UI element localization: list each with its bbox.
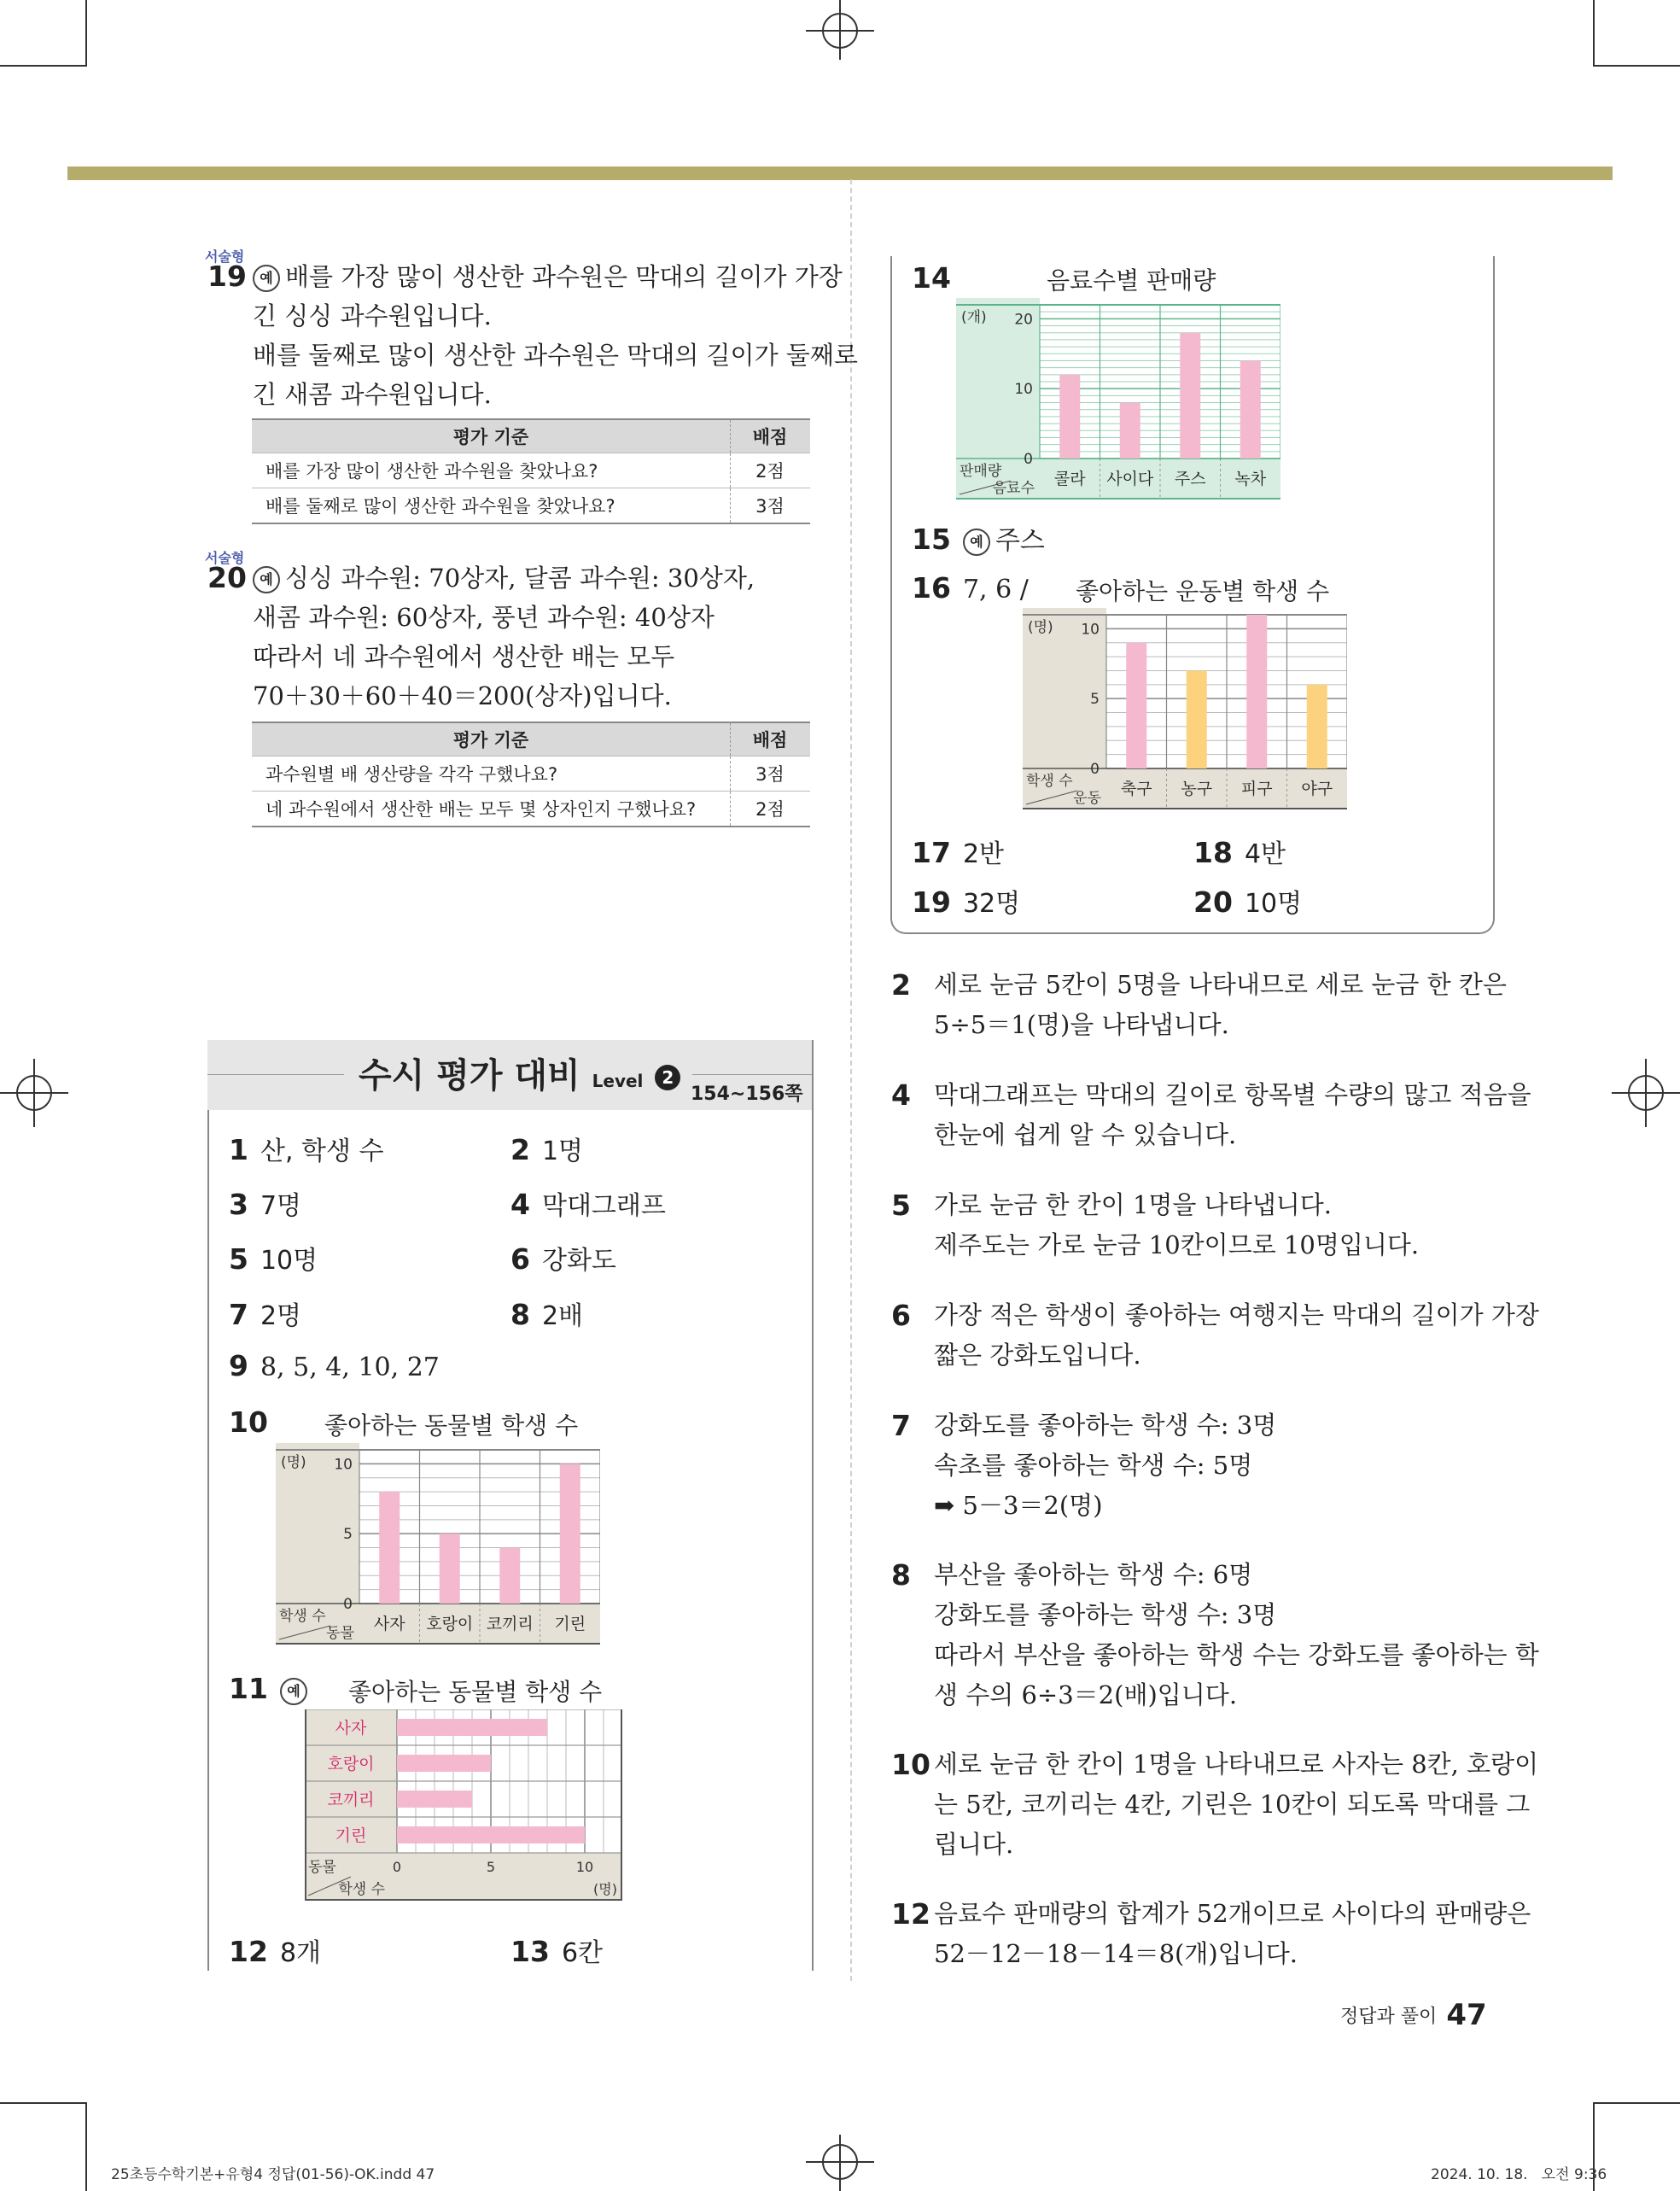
question-number: 11 예 (229, 1672, 312, 1705)
question-number: 14 (912, 261, 951, 295)
example-mark-icon: 예 (963, 529, 990, 556)
table-cell: 3점 (731, 488, 811, 524)
tick-label: 10 (334, 1456, 353, 1474)
section-title (359, 1049, 680, 1097)
chart-q14 (956, 298, 1280, 500)
explanation-number: 4 (891, 1078, 911, 1112)
explanation-item: 2 세로 눈금 5칸이 5명을 나타내므로 세로 눈금 한 칸은 5÷5＝1(명)을 나타냅니다. (934, 965, 1507, 1045)
answer-item: 9 8, 5, 4, 10, 27 (229, 1349, 440, 1382)
explanation-number: 8 (891, 1558, 911, 1592)
category-label: 주스 (1174, 470, 1206, 488)
example-mark-icon: 예 (280, 1678, 307, 1705)
answer-item: 4 막대그래프 (510, 1188, 666, 1221)
crop-mark (85, 0, 87, 67)
column-divider (850, 179, 852, 1981)
page-number: 47 (1446, 1998, 1487, 2032)
table-header: 배점 (731, 419, 811, 453)
x-axis-label: 운동 (1073, 790, 1101, 807)
text-line: 긴 새콤 과수원입니다. (253, 380, 492, 409)
tick-label: 0 (392, 1859, 402, 1875)
category-label: 콜라 (1053, 470, 1086, 488)
y-axis-label: 판매량 (960, 463, 1002, 480)
registration-mark-icon (0, 1059, 68, 1127)
unit-label: (명) (281, 1454, 306, 1471)
tick-label: 5 (486, 1859, 496, 1875)
chart-title: 음료수별 판매량 (1047, 266, 1216, 295)
table-cell: 배를 가장 많이 생산한 과수원을 찾았나요? (252, 453, 731, 488)
crop-mark (1593, 65, 1680, 67)
registration-mark-icon (1612, 1059, 1680, 1127)
answer-text-block (253, 257, 858, 414)
answer-item: 7 2명 (229, 1298, 302, 1331)
registration-mark-icon (806, 0, 874, 60)
explanation-number: 10 (891, 1748, 930, 1781)
category-label: 축구 (1120, 780, 1152, 798)
table-cell: 과수원별 배 생산량을 각각 구했나요? (252, 757, 731, 792)
chart-q16 (1023, 608, 1347, 809)
tick-label: 10 (575, 1859, 594, 1875)
bar (1246, 615, 1267, 768)
answer-item: 3 7명 (229, 1188, 302, 1221)
category-label: 코끼리 (327, 1791, 375, 1809)
category-label: 기린 (335, 1826, 367, 1845)
tick-label: 0 (343, 1596, 353, 1613)
category-label: 기린 (554, 1615, 586, 1633)
explanation-item: 12 음료수 판매량의 합계가 52개이므로 사이다의 판매량은 52－12－18－14＝8(개)입니다. (934, 1894, 1531, 1974)
category-label: 야구 (1301, 780, 1333, 798)
tick-label: 10 (1081, 621, 1100, 639)
answer-item: 13 6칸 (510, 1935, 604, 1968)
crop-mark (1593, 0, 1595, 67)
bar (1307, 685, 1327, 768)
answer-item: 5 10명 (229, 1242, 318, 1276)
unit-label: (개) (961, 309, 987, 326)
bar (440, 1534, 460, 1604)
page-footer-label (1340, 1998, 1487, 2032)
crop-mark (0, 65, 87, 67)
file-info: 25초등수학기본+유형4 정답(01-56)-OK.indd 47 (111, 2166, 435, 2183)
divider (207, 1074, 344, 1075)
example-mark-icon: 예 (253, 265, 280, 292)
level-number-badge: 2 (655, 1065, 680, 1090)
tick-label: 20 (1014, 311, 1033, 329)
x-axis-label: 동물 (326, 1625, 354, 1642)
table-cell: 2점 (731, 792, 811, 827)
question-number: 10 (229, 1405, 268, 1439)
x-axis-label: 음료수 (992, 480, 1035, 497)
chart-q10 (276, 1443, 600, 1645)
tick-label: 0 (1024, 451, 1033, 468)
crop-mark (85, 2102, 87, 2191)
explanation-number: 12 (891, 1897, 930, 1931)
category-label: 농구 (1181, 780, 1213, 798)
text-line: 배를 가장 많이 생산한 과수원은 막대의 길이가 가장 (285, 262, 843, 291)
table-cell: 배를 둘째로 많이 생산한 과수원을 찾았나요? (252, 488, 731, 524)
level-label: Level (592, 1071, 644, 1091)
section-header (207, 1040, 812, 1110)
explanation-item: 4 막대그래프는 막대의 길이로 항목별 수량의 많고 적음을 한눈에 쉽게 알 수 있습니다. (934, 1075, 1531, 1155)
grading-table (252, 722, 810, 827)
answer-item: 16 7, 6 / (912, 571, 1029, 605)
bar (1180, 333, 1200, 459)
answer-item: 6 강화도 (510, 1242, 616, 1276)
header-bar (67, 167, 1613, 180)
crop-mark (0, 2102, 87, 2104)
explanation-item: 7 강화도를 좋아하는 학생 수: 3명 속초를 좋아하는 학생 수: 5명 ➡ 5－3＝2(명) (934, 1405, 1276, 1526)
bar (397, 1826, 585, 1843)
category-label: 호랑이 (426, 1615, 474, 1633)
text-line: 긴 싱싱 과수원입니다. (253, 301, 492, 330)
chart-title: 좋아하는 운동별 학생 수 (1076, 577, 1330, 605)
chart-q11 (305, 1709, 622, 1901)
category-label: 사자 (373, 1615, 405, 1633)
bar (1059, 375, 1080, 459)
answer-item: 1 산, 학생 수 (229, 1133, 384, 1166)
tick-label: 5 (343, 1526, 353, 1544)
bar (1240, 360, 1261, 459)
table-header: 배점 (731, 722, 811, 757)
answer-text-block (253, 558, 755, 716)
essay-type-tag: 서술형 (205, 550, 245, 566)
print-date: 2024. 10. 18. 오전 9:36 (1431, 2166, 1607, 2183)
registration-mark-icon (806, 2135, 874, 2191)
explanation-number: 6 (891, 1299, 911, 1332)
bar (397, 1791, 472, 1808)
bar (379, 1492, 400, 1604)
answer-item: 2 1명 (510, 1133, 584, 1166)
text-line: 배를 둘째로 많이 생산한 과수원은 막대의 길이가 둘째로 (253, 341, 858, 370)
question-number: 19 (207, 260, 247, 293)
unit-label: (명) (593, 1881, 617, 1897)
tick-label: 10 (1014, 381, 1033, 399)
tick-label: 5 (1090, 691, 1100, 709)
bar (1126, 643, 1146, 768)
x-axis-label: 학생 수 (338, 1881, 385, 1898)
essay-type-tag: 서술형 (205, 248, 245, 265)
bar (560, 1464, 580, 1604)
table-header: 평가 기준 (252, 722, 731, 757)
category-label: 녹차 (1234, 470, 1267, 488)
category-label: 코끼리 (486, 1615, 534, 1633)
unit-label: (명) (1028, 619, 1053, 636)
example-mark-icon: 예 (253, 566, 280, 593)
grading-table (252, 418, 810, 524)
answer-item: 19 32명 (912, 885, 1021, 919)
text-line: 70＋30＋60＋40＝200(상자)입니다. (253, 681, 672, 710)
y-axis-label: 학생 수 (279, 1608, 326, 1625)
crop-mark (1593, 2102, 1680, 2104)
page-range: 154~156쪽 (691, 1084, 803, 1105)
y-axis-label: 동물 (308, 1859, 336, 1876)
tick-label: 0 (1090, 761, 1100, 778)
chart-title: 좋아하는 동물별 학생 수 (324, 1411, 579, 1440)
table-header: 평가 기준 (252, 419, 731, 453)
table-cell: 3점 (731, 757, 811, 792)
answer-item: 8 2배 (510, 1298, 584, 1331)
question-number: 20 (207, 561, 247, 594)
answer-item: 17 2반 (912, 836, 1005, 869)
category-label: 호랑이 (327, 1755, 375, 1773)
category-label: 피구 (1240, 780, 1273, 798)
explanation-item: 6 가장 적은 학생이 좋아하는 여행지는 막대의 길이가 가장 짧은 강화도입니다. (934, 1295, 1539, 1376)
table-cell: 네 과수원에서 생산한 배는 모두 몇 상자인지 구했나요? (252, 792, 731, 827)
text-line: 따라서 네 과수원에서 생산한 배는 모두 (253, 642, 675, 671)
answer-item: 18 4반 (1193, 836, 1286, 869)
answer-item: 15 예 주스 (912, 523, 1045, 556)
answer-item: 20 10명 (1193, 885, 1303, 919)
text-line: 싱싱 과수원: 70상자, 달콤 과수원: 30상자, (285, 564, 755, 593)
category-label: 사이다 (1106, 470, 1154, 488)
section-title-text: 수시 평가 대비 (359, 1056, 580, 1096)
explanation-item: 8 부산을 좋아하는 학생 수: 6명 강화도를 좋아하는 학생 수: 3명 따라서 부산을 좋아하는 학생 수는 강화도를 좋아하는 학 생 수의 6÷3＝2(배)입니다. (934, 1555, 1539, 1715)
explanation-number: 2 (891, 968, 911, 1002)
text-line: 새콤 과수원: 60상자, 풍년 과수원: 40상자 (253, 603, 715, 632)
bar (1187, 670, 1207, 768)
page-label: 정답과 풀이 (1340, 2006, 1438, 2028)
category-label: 사자 (335, 1719, 367, 1738)
explanation-item: 5 가로 눈금 한 칸이 1명을 나타냅니다. 제주도는 가로 눈금 10칸이므로 10명입니다. (934, 1185, 1419, 1265)
table-cell: 2점 (731, 453, 811, 488)
explanation-number: 5 (891, 1189, 911, 1222)
explanation-number: 7 (891, 1409, 911, 1442)
divider (692, 1074, 812, 1075)
y-axis-label: 학생 수 (1026, 773, 1073, 790)
explanation-item: 10 세로 눈금 한 칸이 1명을 나타내므로 사자는 8칸, 호랑이 는 5칸, 코끼리는 4칸, 기린은 10칸이 되도록 막대를 그 립니다. (934, 1744, 1538, 1865)
bar (397, 1755, 491, 1772)
answer-item: 12 8개 (229, 1935, 322, 1968)
bar (499, 1548, 520, 1604)
bar (397, 1719, 547, 1736)
bar (1120, 403, 1140, 459)
chart-title: 좋아하는 동물별 학생 수 (348, 1678, 603, 1706)
